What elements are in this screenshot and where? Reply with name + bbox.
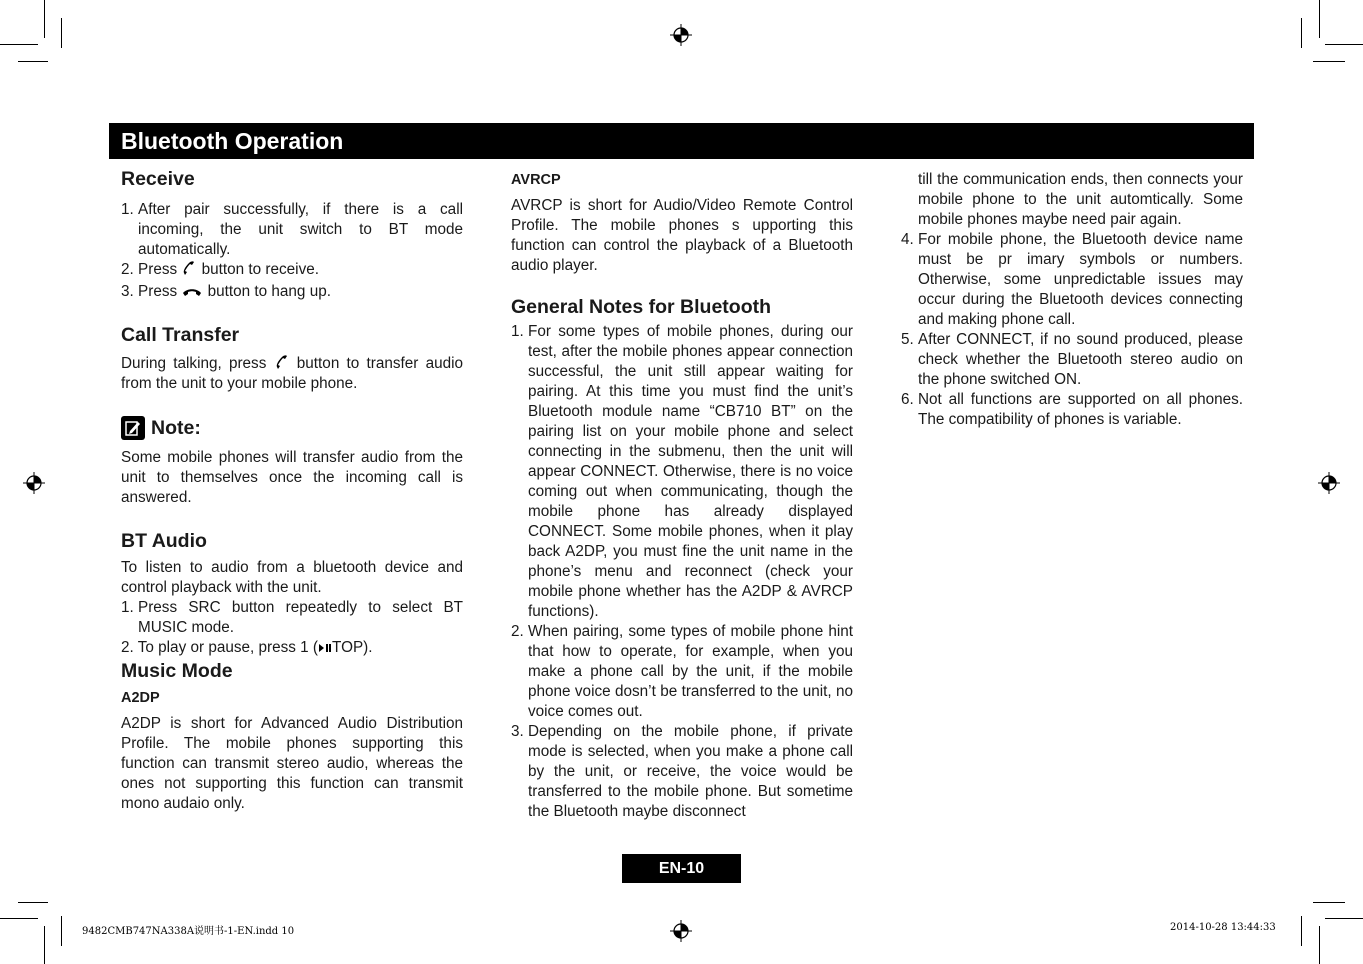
a2dp-text: A2DP is short for Advanced Audio Distribution Profile. The mobile phones supporting this function can transmit stereo audio, whereas the ones not supporting this function can transmit mono audaio only. <box>121 715 463 812</box>
phone-answer-icon <box>181 260 197 276</box>
music-mode-heading: Music Mode <box>121 660 233 682</box>
general-notes-list-continued <box>901 230 1243 430</box>
file-slug: 9482CMB747NA338A说明书-1-EN.indd 10 <box>82 926 295 937</box>
continuation-text: till the communication ends, then connects your mobile phone to the unit automtically. Some mobile phones maybe need pair again. <box>918 171 1243 228</box>
list-item: 3. Depending on the mobile phone, if private mode is selected, when you make a phone call by the unit, or receive, the voice would be transferred to the mobile phone. But sometime the Bluetooth maybe disconnect <box>511 723 853 820</box>
middle-column <box>511 170 853 822</box>
registration-mark-icon <box>670 24 692 46</box>
section-header-bar <box>109 123 1254 159</box>
play-pause-icon <box>318 642 332 654</box>
list-item: 5. After CONNECT, if no sound produced, please check whether the Bluetooth stereo audio on the phone switched ON. <box>901 331 1243 388</box>
bt-audio-heading: BT Audio <box>121 530 207 552</box>
receive-list <box>121 200 463 302</box>
crop-mark <box>1325 918 1363 919</box>
registration-mark-icon <box>670 920 692 942</box>
registration-mark-icon <box>1318 472 1340 494</box>
date-slug: 2014-10-28 13:44:33 <box>1170 922 1276 933</box>
list-item: 4. For mobile phone, the Bluetooth device name must be pr imary symbols or numbers. Otherwise, some unpredictable issues may occur during the Bluetooth devices connecting and making phone call. <box>901 231 1243 328</box>
crop-mark <box>1301 18 1302 48</box>
list-item: 1. After pair successfully, if there is a call incoming, the unit switch to BT mode automatically. <box>121 201 463 258</box>
crop-mark <box>0 44 38 45</box>
bt-audio-intro: To listen to audio from a bluetooth device and control playback with the unit. <box>121 559 463 596</box>
avrcp-text: AVRCP is short for Audio/Video Remote Control Profile. The mobile phones s upporting this function can control the playback of a Bluetooth audio player. <box>511 197 853 274</box>
phone-answer-icon <box>274 354 290 370</box>
crop-mark <box>18 902 48 903</box>
left-column <box>121 166 463 814</box>
crop-mark <box>44 926 45 964</box>
general-notes-heading: General Notes for Bluetooth <box>511 296 772 318</box>
crop-mark <box>1301 916 1302 946</box>
list-item: 2. When pairing, some types of mobile phone hint that how to operate, for example, when you make a phone call by the unit, if the mobile phone voice dosn’t be transferred to the unit, no voice comes out. <box>511 623 853 720</box>
right-column <box>901 170 1243 430</box>
avrcp-heading: AVRCP <box>511 172 561 188</box>
call-transfer-text: During talking, press button to transfer audio from the unit to your mobile phone. <box>121 355 464 392</box>
list-item: 2. To play or pause, press 1 ( TOP). <box>121 639 373 656</box>
list-item: 2. Press button to receive. <box>121 261 319 278</box>
note-text: Some mobile phones will transfer audio from the unit to themselves once the incoming call is answered. <box>121 449 463 506</box>
page-title: Bluetooth Operation <box>121 128 344 154</box>
crop-mark <box>1325 44 1363 45</box>
list-item: 1. Press SRC button repeatedly to select BT MUSIC mode. <box>121 599 463 636</box>
note-label: Note: <box>151 417 201 439</box>
note-heading <box>121 416 463 440</box>
crop-mark <box>1313 902 1345 903</box>
receive-heading: Receive <box>121 168 195 190</box>
crop-mark <box>0 918 38 919</box>
list-item: 3. Press button to hang up. <box>121 283 331 300</box>
crop-mark <box>1319 0 1320 38</box>
bt-audio-list <box>121 598 463 658</box>
phone-hangup-icon <box>181 286 203 298</box>
crop-mark <box>1313 61 1345 62</box>
crop-mark <box>61 916 62 946</box>
list-item: 6. Not all functions are supported on all phones. The compatibility of phones is variable. <box>901 391 1243 428</box>
crop-mark <box>61 18 62 48</box>
a2dp-heading: A2DP <box>121 690 160 706</box>
crop-mark <box>1319 926 1320 964</box>
page-number: EN-10 <box>622 854 741 883</box>
general-notes-list <box>511 322 853 822</box>
crop-mark <box>44 0 45 38</box>
registration-mark-icon <box>23 472 45 494</box>
list-item: 1. For some types of mobile phones, during our test, after the mobile phones appear connection successful, the unit still appear waiting for pairing. At this time you must find the unit’s Bluetooth module name “CB710 BT” on the pairing list on your mobile phone and select connecting in the submenu, then the unit will appear CONNECT. Otherwise, there is no voice coming out when communicating, though the mobile phone has already displayed CONNECT. Some mobile phones, when it play back A2DP, you must fine the unit name in the phone’s menu and reconnect (check your mobile phone whether has the A2DP & AVRCP functions). <box>511 323 853 620</box>
crop-mark <box>18 61 48 62</box>
pencil-note-icon <box>121 416 145 440</box>
call-transfer-heading: Call Transfer <box>121 324 240 346</box>
